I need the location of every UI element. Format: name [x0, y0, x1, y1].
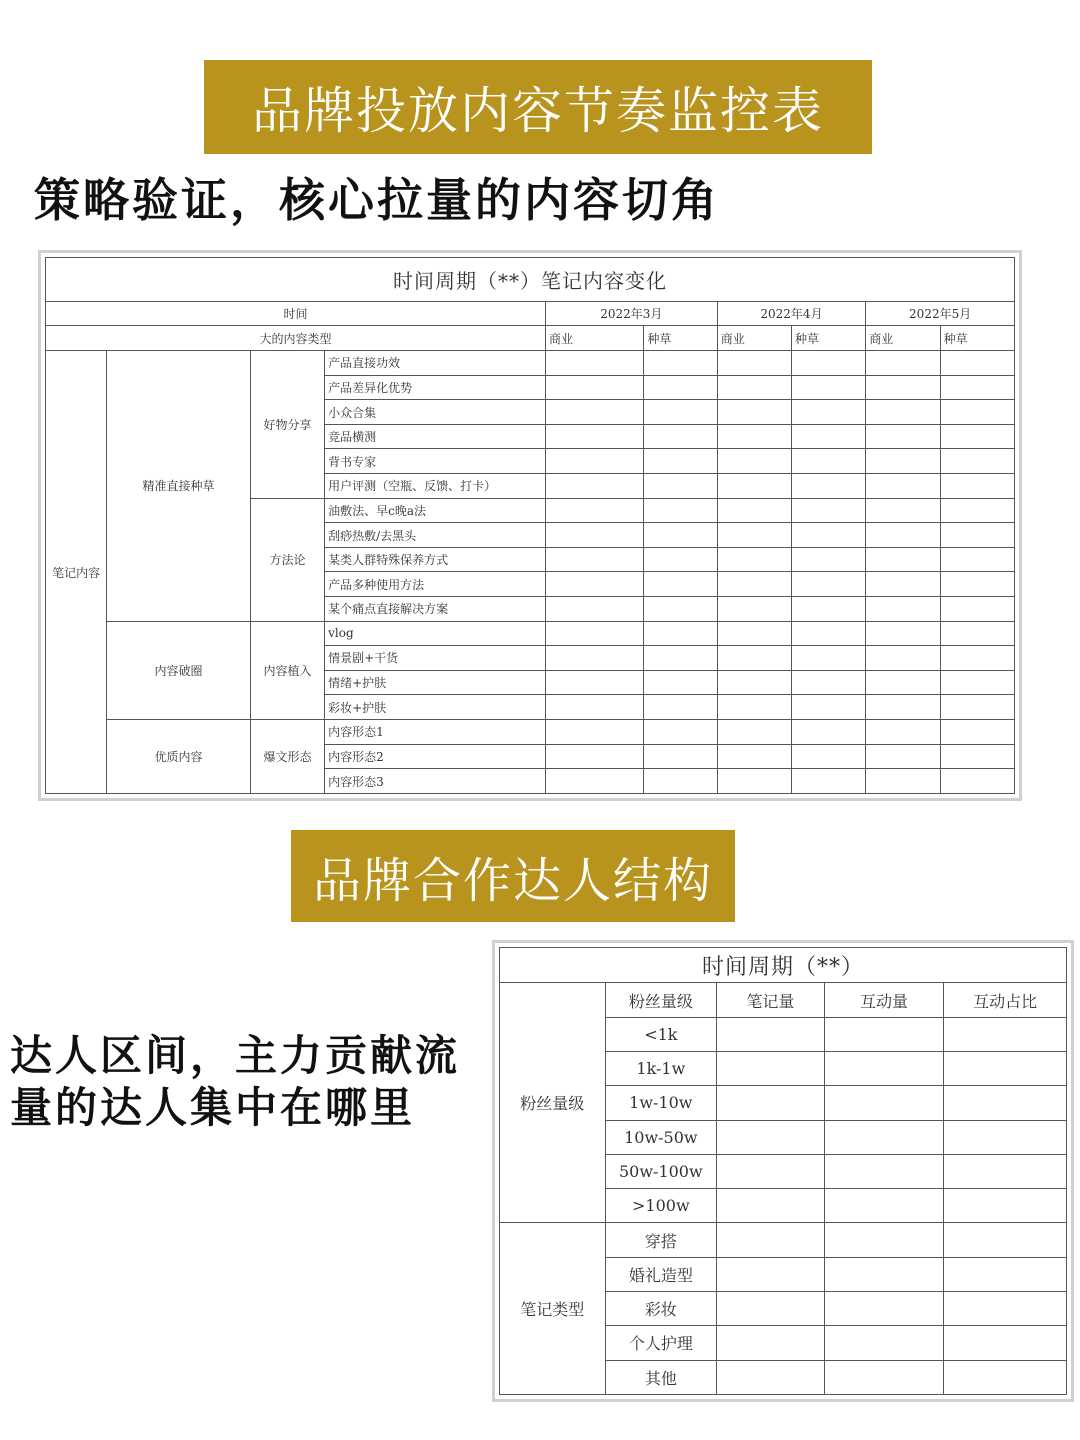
- item-cell: 彩妆: [605, 1292, 717, 1326]
- data-cell[interactable]: [717, 1223, 825, 1257]
- item-cell: 1k-1w: [605, 1051, 717, 1085]
- data-cell[interactable]: [824, 1120, 944, 1154]
- month-header: 2022年3月: [546, 301, 718, 326]
- item-cell: 50w-100w: [605, 1154, 717, 1188]
- data-cell[interactable]: [546, 646, 644, 671]
- data-cell[interactable]: [866, 424, 940, 449]
- data-cell[interactable]: [717, 424, 791, 449]
- data-cell[interactable]: [644, 646, 717, 671]
- data-cell[interactable]: [824, 1257, 944, 1291]
- table-row: [46, 351, 1015, 376]
- data-cell[interactable]: [866, 670, 940, 695]
- data-cell[interactable]: [866, 400, 940, 425]
- group-cell: 优质内容: [107, 719, 251, 793]
- data-cell[interactable]: [644, 670, 717, 695]
- data-cell[interactable]: [546, 547, 644, 572]
- title-banner-monitor: 品牌投放内容节奏监控表: [204, 60, 872, 154]
- data-cell[interactable]: [791, 400, 865, 425]
- data-cell[interactable]: [717, 1257, 825, 1291]
- data-cell[interactable]: [940, 351, 1014, 376]
- data-cell[interactable]: [644, 375, 717, 400]
- subtitle-strategy: 策略验证，核心拉量的内容切角: [34, 173, 720, 227]
- data-cell[interactable]: [791, 719, 865, 744]
- data-cell[interactable]: [546, 769, 644, 794]
- data-cell[interactable]: [717, 375, 791, 400]
- table-row: [46, 719, 1015, 744]
- data-cell[interactable]: [866, 572, 940, 597]
- subcol-header: 商业: [546, 326, 644, 351]
- subcol-header: 商业: [717, 326, 791, 351]
- data-cell[interactable]: [866, 695, 940, 720]
- data-cell[interactable]: [791, 523, 865, 548]
- data-cell[interactable]: [940, 449, 1014, 474]
- group-cell: 内容破圈: [107, 621, 251, 719]
- item-cell: 小众合集: [325, 400, 546, 425]
- table-row: [46, 621, 1015, 646]
- data-cell[interactable]: [546, 572, 644, 597]
- data-cell[interactable]: [546, 498, 644, 523]
- subgroup-cell: 内容植入: [250, 621, 324, 719]
- data-cell[interactable]: [644, 719, 717, 744]
- data-cell[interactable]: [944, 1223, 1067, 1257]
- data-cell[interactable]: [644, 695, 717, 720]
- data-cell[interactable]: [824, 1189, 944, 1223]
- data-cell[interactable]: [717, 1360, 825, 1394]
- data-cell[interactable]: [717, 1326, 825, 1360]
- data-cell[interactable]: [944, 1086, 1067, 1120]
- subgroup-cell: 爆文形态: [250, 719, 324, 793]
- data-cell[interactable]: [717, 1189, 825, 1223]
- content-monitor-table: [45, 257, 1015, 794]
- data-cell[interactable]: [940, 523, 1014, 548]
- group-label-cell: 粉丝量级: [500, 983, 606, 1223]
- item-cell: 某个痛点直接解决方案: [325, 596, 546, 621]
- data-cell[interactable]: [944, 1292, 1067, 1326]
- item-cell: 内容形态3: [325, 769, 546, 794]
- data-cell[interactable]: [791, 547, 865, 572]
- data-cell[interactable]: [944, 1257, 1067, 1291]
- data-cell[interactable]: [940, 572, 1014, 597]
- data-cell[interactable]: [944, 1189, 1067, 1223]
- data-cell[interactable]: [866, 351, 940, 376]
- data-cell[interactable]: [940, 621, 1014, 646]
- data-cell[interactable]: [717, 547, 791, 572]
- month-header: 2022年4月: [717, 301, 866, 326]
- data-cell[interactable]: [546, 744, 644, 769]
- item-cell: 10w-50w: [605, 1120, 717, 1154]
- data-cell[interactable]: [824, 1223, 944, 1257]
- creator-structure-table: [499, 947, 1067, 1395]
- data-cell[interactable]: [940, 646, 1014, 671]
- data-cell[interactable]: [824, 1360, 944, 1394]
- item-cell: <1k: [605, 1017, 717, 1051]
- data-cell[interactable]: [824, 1292, 944, 1326]
- data-cell[interactable]: [717, 646, 791, 671]
- data-cell[interactable]: [866, 547, 940, 572]
- column-header: 互动量: [824, 983, 944, 1017]
- data-cell[interactable]: [717, 670, 791, 695]
- item-cell: vlog: [325, 621, 546, 646]
- data-cell[interactable]: [717, 744, 791, 769]
- data-cell[interactable]: [944, 1120, 1067, 1154]
- data-cell[interactable]: [644, 449, 717, 474]
- data-cell[interactable]: [791, 424, 865, 449]
- data-cell[interactable]: [866, 375, 940, 400]
- data-cell[interactable]: [717, 351, 791, 376]
- data-cell[interactable]: [866, 744, 940, 769]
- subgroup-cell: 方法论: [250, 498, 324, 621]
- item-cell: 婚礼造型: [605, 1257, 717, 1291]
- content-monitor-table-frame: [38, 250, 1022, 801]
- data-cell[interactable]: [940, 769, 1014, 794]
- subcol-header: 种草: [644, 326, 717, 351]
- subgroup-cell: 好物分享: [250, 351, 324, 499]
- data-cell[interactable]: [717, 1017, 825, 1051]
- data-cell[interactable]: [717, 1120, 825, 1154]
- item-cell: 情景剧+干货: [325, 646, 546, 671]
- data-cell[interactable]: [866, 646, 940, 671]
- data-cell[interactable]: [791, 474, 865, 499]
- subtitle-creator-range: 达人区间，主力贡献流量的达人集中在哪里: [10, 1031, 461, 1132]
- item-cell: 内容形态2: [325, 744, 546, 769]
- item-cell: 其他: [605, 1360, 717, 1394]
- data-cell[interactable]: [940, 596, 1014, 621]
- data-cell[interactable]: [546, 474, 644, 499]
- data-cell[interactable]: [940, 670, 1014, 695]
- data-cell[interactable]: [717, 1086, 825, 1120]
- data-cell[interactable]: [940, 424, 1014, 449]
- table-row: [500, 1223, 1067, 1257]
- data-cell[interactable]: [866, 719, 940, 744]
- creator-structure-table-frame: [492, 940, 1074, 1402]
- data-cell[interactable]: [717, 1051, 825, 1085]
- group-cell: 精准直接种草: [107, 351, 251, 622]
- item-cell: 竞品横测: [325, 424, 546, 449]
- data-cell[interactable]: [791, 744, 865, 769]
- data-cell[interactable]: [791, 670, 865, 695]
- item-cell: 1w-10w: [605, 1086, 717, 1120]
- data-cell[interactable]: [940, 744, 1014, 769]
- data-cell[interactable]: [546, 695, 644, 720]
- item-cell: 产品多种使用方法: [325, 572, 546, 597]
- data-cell[interactable]: [644, 572, 717, 597]
- subcol-header: 种草: [791, 326, 865, 351]
- item-cell: 产品差异化优势: [325, 375, 546, 400]
- item-cell: >100w: [605, 1189, 717, 1223]
- data-cell[interactable]: [644, 400, 717, 425]
- data-cell[interactable]: [717, 449, 791, 474]
- column-header: 互动占比: [944, 983, 1067, 1017]
- data-cell[interactable]: [791, 769, 865, 794]
- group-cell: 笔记类型: [500, 1223, 606, 1395]
- data-cell[interactable]: [791, 498, 865, 523]
- data-cell[interactable]: [644, 621, 717, 646]
- data-cell[interactable]: [791, 621, 865, 646]
- data-cell[interactable]: [940, 400, 1014, 425]
- data-cell[interactable]: [644, 474, 717, 499]
- subcol-header: 种草: [940, 326, 1014, 351]
- data-cell[interactable]: [940, 498, 1014, 523]
- data-cell[interactable]: [644, 351, 717, 376]
- item-cell: 内容形态1: [325, 719, 546, 744]
- data-cell[interactable]: [940, 547, 1014, 572]
- level1-cell: 笔记内容: [46, 351, 107, 794]
- data-cell[interactable]: [717, 1154, 825, 1188]
- data-cell[interactable]: [546, 719, 644, 744]
- data-cell[interactable]: [717, 621, 791, 646]
- data-cell[interactable]: [791, 646, 865, 671]
- data-cell[interactable]: [644, 523, 717, 548]
- item-cell: 穿搭: [605, 1223, 717, 1257]
- item-cell: 油敷法、早c晚a法: [325, 498, 546, 523]
- data-cell[interactable]: [866, 769, 940, 794]
- data-cell[interactable]: [944, 1326, 1067, 1360]
- data-cell[interactable]: [546, 449, 644, 474]
- item-cell: 情绪+护肤: [325, 670, 546, 695]
- data-cell[interactable]: [546, 375, 644, 400]
- data-cell[interactable]: [791, 351, 865, 376]
- data-cell[interactable]: [546, 351, 644, 376]
- item-cell: 某类人群特殊保养方式: [325, 547, 546, 572]
- data-cell[interactable]: [791, 375, 865, 400]
- data-cell[interactable]: [546, 424, 644, 449]
- data-cell[interactable]: [940, 719, 1014, 744]
- data-cell[interactable]: [717, 572, 791, 597]
- data-cell[interactable]: [546, 670, 644, 695]
- item-cell: 产品直接功效: [325, 351, 546, 376]
- data-cell[interactable]: [717, 498, 791, 523]
- data-cell[interactable]: [644, 769, 717, 794]
- time-header: 时间: [46, 301, 546, 326]
- column-header: 粉丝量级: [605, 983, 717, 1017]
- data-cell[interactable]: [866, 621, 940, 646]
- title-banner-creator: 品牌合作达人结构: [291, 830, 735, 922]
- data-cell[interactable]: [644, 596, 717, 621]
- data-cell[interactable]: [866, 449, 940, 474]
- data-cell[interactable]: [791, 695, 865, 720]
- subcol-header: 商业: [866, 326, 940, 351]
- data-cell[interactable]: [717, 1292, 825, 1326]
- data-cell[interactable]: [791, 449, 865, 474]
- data-cell[interactable]: [944, 1051, 1067, 1085]
- data-cell[interactable]: [717, 523, 791, 548]
- data-cell[interactable]: [644, 547, 717, 572]
- item-cell: 彩妆+护肤: [325, 695, 546, 720]
- data-cell[interactable]: [546, 400, 644, 425]
- data-cell[interactable]: [866, 523, 940, 548]
- data-cell[interactable]: [866, 596, 940, 621]
- data-cell[interactable]: [866, 498, 940, 523]
- data-cell[interactable]: [944, 1154, 1067, 1188]
- table1-caption: 时间周期（**）笔记内容变化: [46, 258, 1015, 302]
- data-cell[interactable]: [824, 1154, 944, 1188]
- data-cell[interactable]: [944, 1360, 1067, 1394]
- data-cell[interactable]: [940, 375, 1014, 400]
- item-cell: 用户评测（空瓶、反馈、打卡）: [325, 474, 546, 499]
- data-cell[interactable]: [644, 424, 717, 449]
- data-cell[interactable]: [824, 1017, 944, 1051]
- data-cell[interactable]: [717, 474, 791, 499]
- data-cell[interactable]: [546, 596, 644, 621]
- data-cell[interactable]: [644, 744, 717, 769]
- data-cell[interactable]: [940, 474, 1014, 499]
- month-header: 2022年5月: [866, 301, 1015, 326]
- item-cell: 背书专家: [325, 449, 546, 474]
- data-cell[interactable]: [717, 769, 791, 794]
- data-cell[interactable]: [791, 596, 865, 621]
- data-cell[interactable]: [717, 695, 791, 720]
- data-cell[interactable]: [546, 621, 644, 646]
- data-cell[interactable]: [717, 596, 791, 621]
- content-type-header: 大的内容类型: [46, 326, 546, 351]
- data-cell[interactable]: [940, 695, 1014, 720]
- data-cell[interactable]: [824, 1086, 944, 1120]
- data-cell[interactable]: [824, 1051, 944, 1085]
- data-cell[interactable]: [791, 572, 865, 597]
- data-cell[interactable]: [644, 498, 717, 523]
- table2-caption: 时间周期（**）: [500, 948, 1067, 983]
- item-cell: 刮痧热敷/去黑头: [325, 523, 546, 548]
- data-cell[interactable]: [546, 523, 644, 548]
- column-header: 笔记量: [717, 983, 825, 1017]
- item-cell: 个人护理: [605, 1326, 717, 1360]
- data-cell[interactable]: [866, 474, 940, 499]
- data-cell[interactable]: [824, 1326, 944, 1360]
- data-cell[interactable]: [717, 400, 791, 425]
- data-cell[interactable]: [944, 1017, 1067, 1051]
- data-cell[interactable]: [717, 719, 791, 744]
